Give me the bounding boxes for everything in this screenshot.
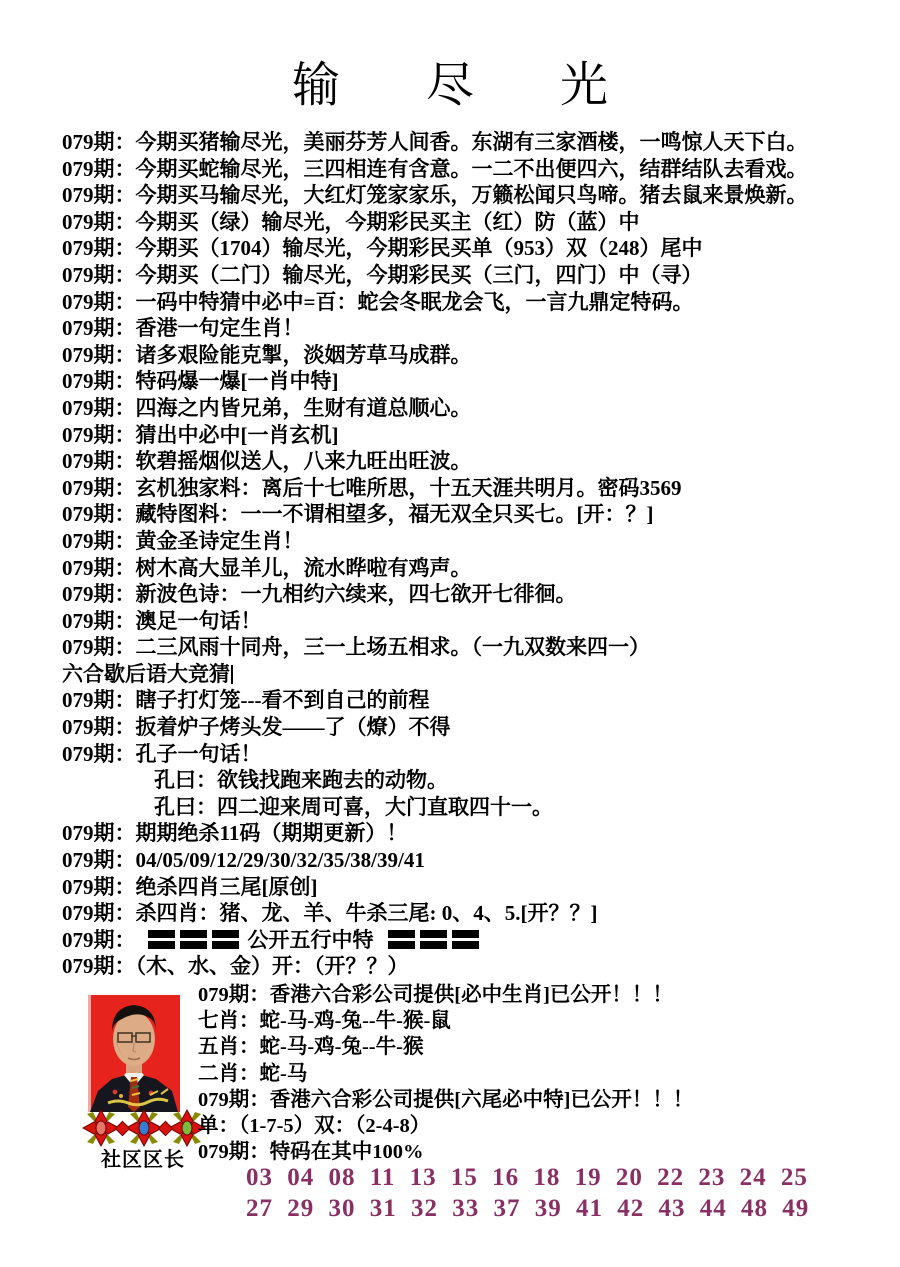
text-line: 孔曰：四二迎来周可喜，大门直取四十一。 xyxy=(154,794,553,819)
text-line: 079期：树木高大显羊儿，流水晔啦有鸡声。 xyxy=(62,555,472,580)
portrait-image xyxy=(88,995,180,1112)
text-line: 079期：期期绝杀11码（期期更新）！ xyxy=(62,821,408,846)
bar-pair-icon xyxy=(420,929,447,950)
medal-center xyxy=(182,1121,192,1135)
medal-icons-row xyxy=(82,1109,206,1147)
text-line: 079期：玄机独家料：离后十七唯所思，十五天涯共明月。密码3569 xyxy=(62,475,682,500)
text-line: 079期：今期买蛇输尽光，三四相连有含意。一二不出便四六，结群结队去看戏。 xyxy=(62,156,808,181)
text-line: 079期：新波色诗：一九相约六续来，四七欲开七徘徊。 xyxy=(62,582,577,607)
info-line: 079期：特码在其中100% xyxy=(198,1141,424,1164)
bar-pair-icon xyxy=(180,929,207,950)
text-line: 079期：今期买（二门）输尽光，今期彩民买（三门，四门）中（寻） xyxy=(62,262,703,287)
text-line: 079期：（木、水、金）开：（开？？） xyxy=(62,954,409,979)
bars-label: 公开五行中特 xyxy=(247,927,374,952)
bar-pair-icon xyxy=(452,929,479,950)
info-line: 二肖：蛇-马 xyxy=(198,1062,308,1085)
text-line xyxy=(62,927,892,954)
black-bars-icon xyxy=(148,927,244,954)
black-bars-icon xyxy=(388,927,484,954)
text-line: 孔曰：欲钱找跑来跑去的动物。 xyxy=(154,768,448,793)
text-line: 079期：藏特图料：一一不谓相望多，福无双全只买七。[开：？] xyxy=(62,502,654,527)
info-lines xyxy=(198,982,693,1165)
info-line: 五肖：蛇-马-鸡-兔--牛-猴 xyxy=(198,1036,424,1059)
title-char: 光 xyxy=(560,59,609,112)
title-char: 尽 xyxy=(425,59,474,112)
text-line: 079期：特码爆一爆[一肖中特] xyxy=(62,369,339,394)
text-line: 六合歇后语大竞猜 xyxy=(62,661,892,688)
main-lines xyxy=(62,129,892,980)
text-line: 079期：杀四肖：猪、龙、羊、牛杀三尾: 0、4、5.[开？？] xyxy=(62,901,598,926)
info-line: 079期：香港六合彩公司提供[必中生肖]已公开！！！ xyxy=(198,984,673,1006)
text-line: 079期：今期买（绿）输尽光，今期彩民买主（红）防（蓝）中 xyxy=(62,209,640,234)
text-line: 079期：绝杀四肖三尾[原创] xyxy=(62,874,318,899)
portrait-photo xyxy=(88,995,180,1112)
text-line: 079期：四海之内皆兄弟，生财有道总顺心。 xyxy=(62,395,472,420)
text-line: 079期：孔子一句话！ xyxy=(62,741,262,766)
medal-center xyxy=(139,1121,149,1135)
text-line: 079期：扳着炉子烤头发——了（燎）不得 xyxy=(62,715,451,740)
text-line: 079期：黄金圣诗定生肖！ xyxy=(62,528,304,553)
text-line: 079期：二三风雨十同舟，三一上场五相求。（一九双数来四一） xyxy=(62,635,650,660)
text-line: 079期：瞎子打灯笼---看不到自己的前程 xyxy=(62,688,430,713)
bar-pair-icon xyxy=(148,929,175,950)
text-line: 079期：今期买（1704）输尽光，今期彩民买单（953）双（248）尾中 xyxy=(62,236,703,261)
text-line: 079期：一码中特猜中必中=百：蛇会冬眠龙会飞，一言九鼎定特码。 xyxy=(62,289,694,314)
text-line: 079期：软碧摇烟似送人，八来九旺出旺波。 xyxy=(62,449,472,474)
text-line: 079期：今期买马输尽光，大红灯笼家家乐，万籁松闻只鸟啼。猪去鼠来景焕新。 xyxy=(62,183,808,208)
numbers-row-1: 03 04 08 11 13 15 16 18 19 20 22 23 24 25 xyxy=(246,1164,808,1191)
text-line: 079期：澳足一句话！ xyxy=(62,608,262,633)
info-line: 七肖：蛇-马-鸡-兔--牛-猴-鼠 xyxy=(198,1010,451,1033)
title-char: 输 xyxy=(291,59,340,112)
info-line: 079期：香港六合彩公司提供[六尾必中特]已公开！！！ xyxy=(198,1088,694,1111)
text-cursor xyxy=(231,665,233,684)
bar-pair-icon xyxy=(212,929,239,950)
text-line: 079期：今期买猪输尽光，美丽芬芳人间香。东湖有三家酒楼，一鸣惊人天下白。 xyxy=(62,130,808,154)
numbers-row-2: 27 29 30 31 32 33 37 39 41 42 43 44 48 49 xyxy=(246,1194,810,1222)
page-title xyxy=(0,46,900,115)
bar-pair-icon xyxy=(388,929,415,950)
lucky-numbers xyxy=(246,1163,809,1224)
line-prefix: 079期： xyxy=(62,927,136,952)
info-line: 单：（1-7-5）双：（2-4-8） xyxy=(198,1114,431,1137)
photo-caption: 社区区长 xyxy=(101,1149,185,1171)
text-line: 079期：猜出中必中[一肖玄机] xyxy=(62,422,339,447)
text-line: 079期：诸多艰险能克掣，淡姻芳草马成群。 xyxy=(62,342,472,367)
text-line: 079期：04/05/09/12/29/30/32/35/38/39/41 xyxy=(62,848,425,873)
text-line: 079期：香港一句定生肖！ xyxy=(62,316,304,341)
medal-center xyxy=(96,1121,106,1135)
